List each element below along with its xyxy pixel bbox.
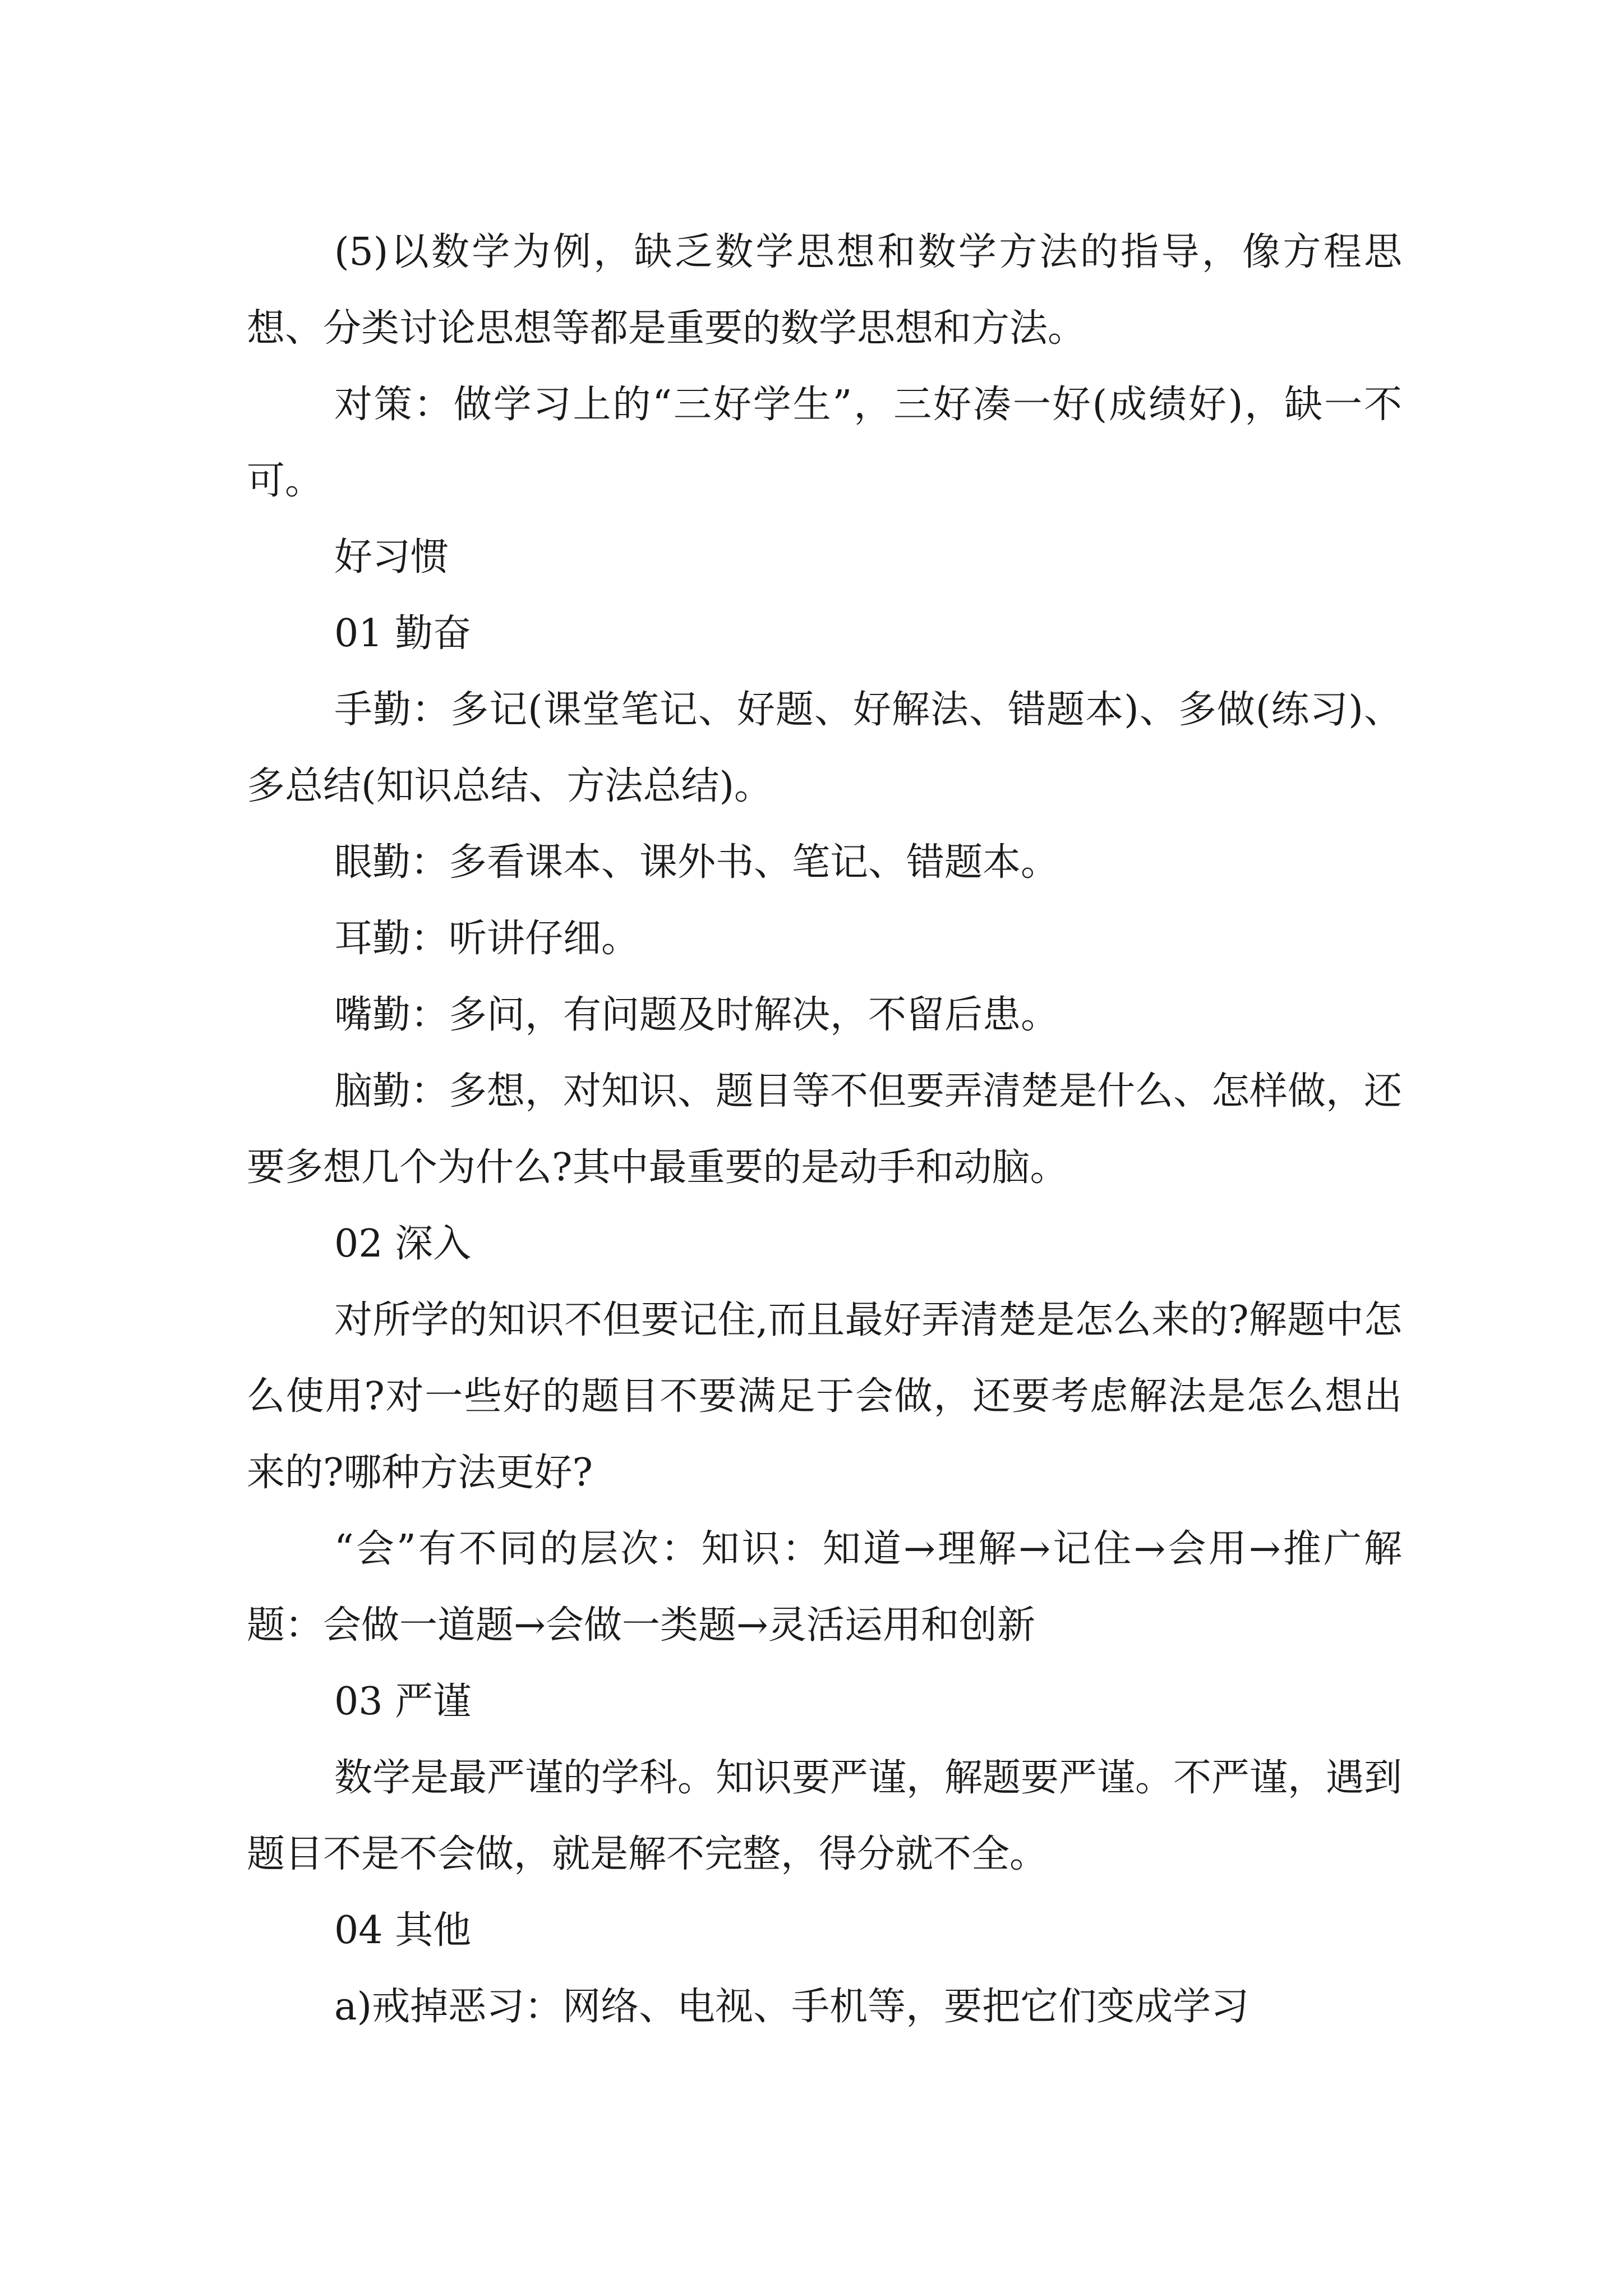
document-body: [247, 214, 1402, 2045]
paragraph-depth-body: 对所学的知识不但要记住,而且最好弄清楚是怎么来的?解题中怎么使用?对一些好的题目不要满足于会做，还要考虑解法是怎么想出来的?哪种方法更好?: [247, 1298, 1402, 1495]
paragraph-ear-diligence: 耳勤：听讲仔细。: [334, 917, 640, 961]
heading-02-depth: 02 深入: [334, 1222, 472, 1266]
heading-good-habits: 好习惯: [334, 535, 449, 579]
paragraph-mouth-diligence: 嘴勤：多问，有问题及时解决，不留后患。: [334, 993, 1059, 1037]
paragraph-quit-bad-habits: a)戒掉恶习：网络、电视、手机等，要把它们变成学习: [334, 1985, 1249, 2029]
paragraph-brain-diligence: 脑勤：多想，对知识、题目等不但要弄清楚是什么、怎样做，还要多想几个为什么?其中最重要的是动手和动脑。: [247, 1069, 1403, 1190]
heading-04-other: 04 其他: [334, 1908, 472, 1953]
paragraph-rigor-body: 数学是最严谨的学科。知识要严谨，解题要严谨。不严谨，遇到题目不是不会做，就是解不完整，得分就不全。: [247, 1756, 1403, 1876]
paragraph-hand-diligence: 手勤：多记(课堂笔记、好题、好解法、错题本)、多做(练习)、多总结(知识总结、方法总结)。: [247, 688, 1402, 808]
paragraph-5-math-thinking: (5)以数学为例，缺乏数学思想和数学方法的指导，像方程思想、分类讨论思想等都是重要的数学思想和方法。: [247, 230, 1402, 351]
paragraph-countermeasure: 对策：做学习上的“三好学生”，三好凑一好(成绩好)，缺一不可。: [247, 383, 1402, 503]
paragraph-levels: “会”有不同的层次：知识：知道→理解→记住→会用→推广解题：会做一道题→会做一类题→灵活运用和创新: [247, 1527, 1402, 1648]
heading-01-diligence: 01 勤奋: [334, 611, 472, 656]
heading-03-rigor: 03 严谨: [334, 1680, 472, 1724]
paragraph-eye-diligence: 眼勤：多看课本、课外书、笔记、错题本。: [334, 840, 1059, 885]
